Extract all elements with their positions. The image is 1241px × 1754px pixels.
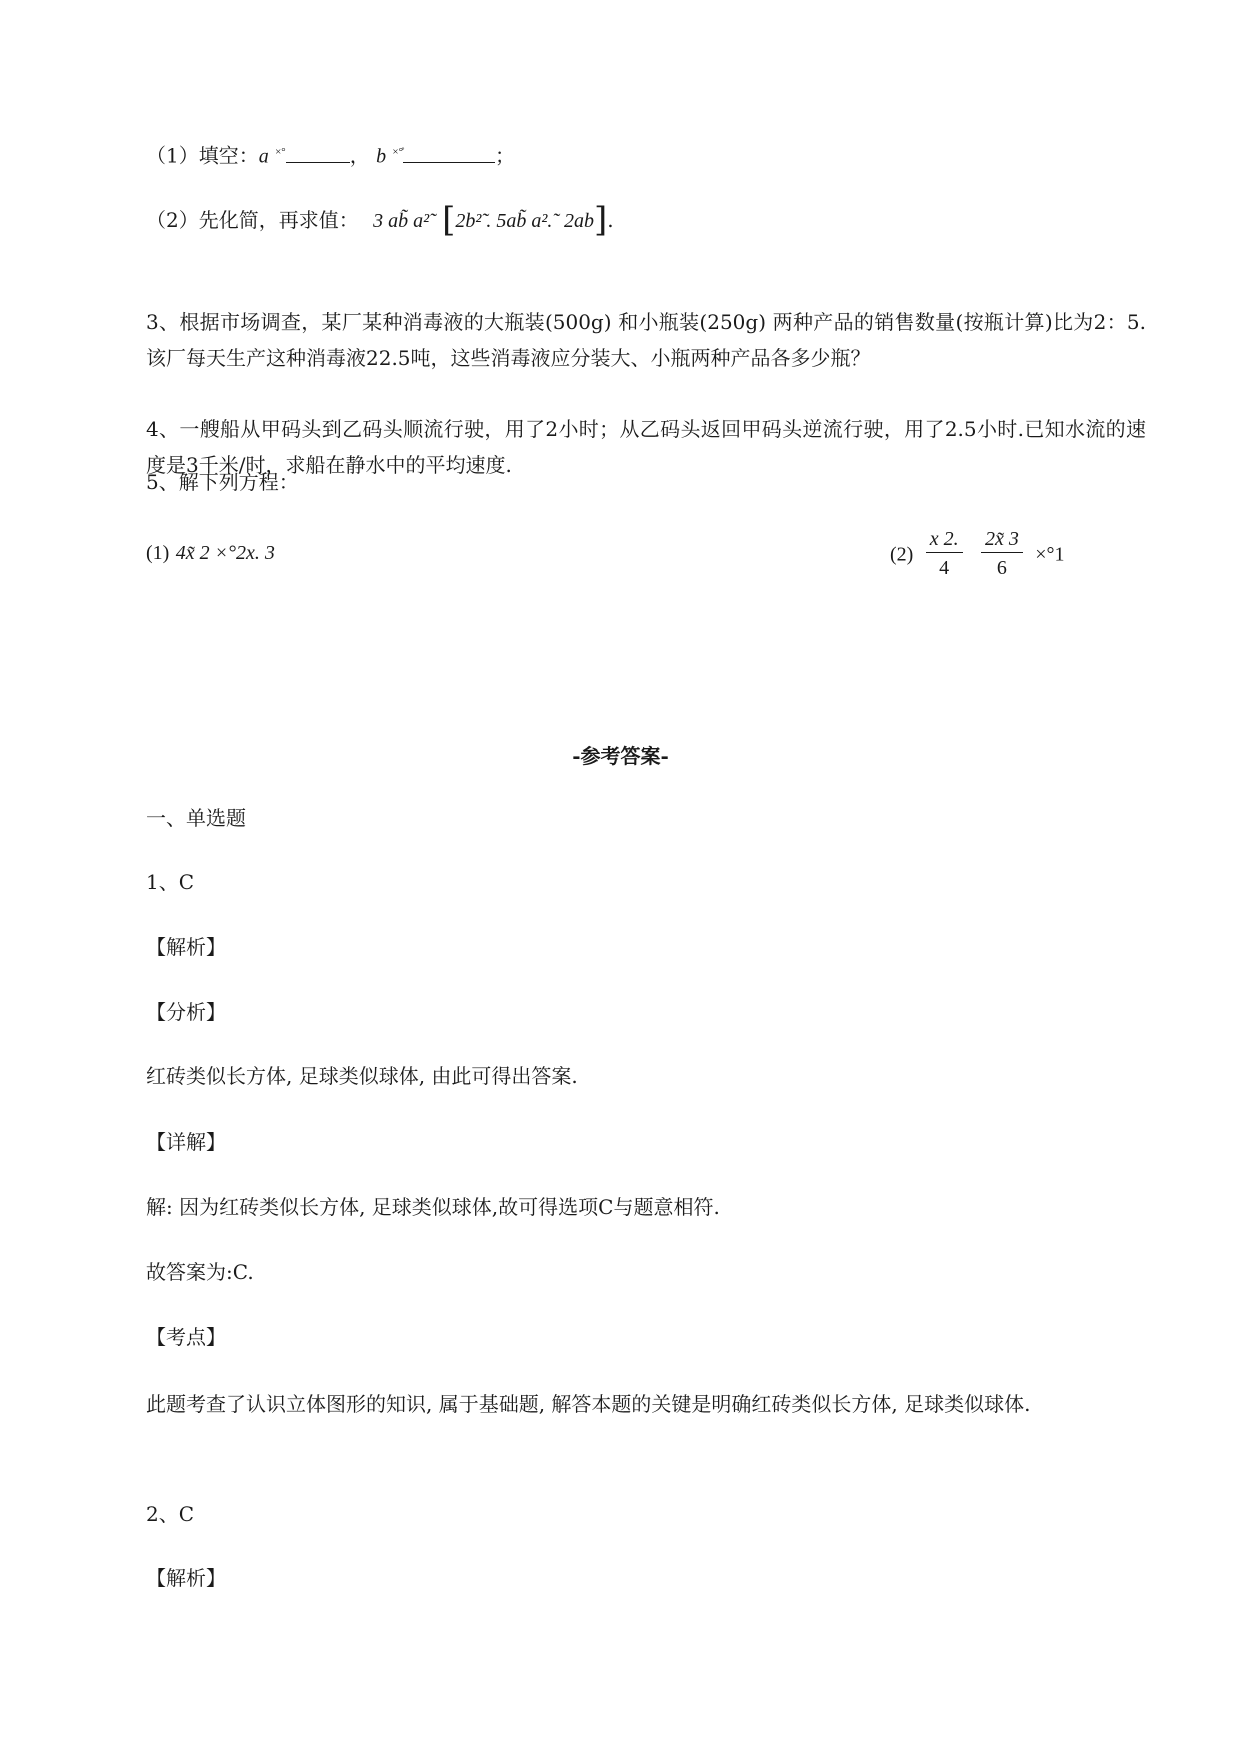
question-3: 3、根据市场调查，某厂某种消毒液的大瓶装(500g) 和小瓶装(250g) 两种产品的销售数量(按瓶计算)比为2：5. 该厂每天生产这种消毒液22.5吨，这些消毒液应分装大、小瓶两种产品各多少瓶？: [146, 310, 1146, 370]
expr-part-b: 2b²̃ . 5ab̃ a².˜ 2ab: [455, 210, 595, 232]
right-bracket: ]: [594, 200, 608, 240]
answer-1-fenxi-text: 红砖类似长方体, 足球类似球体, 由此可得出答案.: [146, 1064, 578, 1088]
symbol-b: ×°̊: [392, 146, 404, 158]
var-b: b: [376, 145, 387, 168]
fraction-1-numerator: x 2.: [926, 526, 963, 553]
blank-a: [286, 144, 350, 163]
equation-1-expr: 4x̃ 2 ×°2x. 3: [175, 542, 275, 564]
fraction-2: [981, 526, 1023, 583]
answer-1-kaodian-text: 此题考查了认识立体图形的知识, 属于基础题, 解答本题的关键是明确红砖类似长方体, 足球类似球体.: [146, 1392, 1031, 1416]
answer-1-xiangjie-text: 解: 因为红砖类似长方体, 足球类似球体,故可得选项C与题意相符.: [146, 1195, 720, 1219]
blank-b: [403, 144, 495, 163]
fraction-1-denominator: 4: [939, 557, 950, 579]
q2-part1: [146, 140, 515, 169]
end-mark: ；: [495, 143, 516, 168]
q2-part1-label: （1）填空：: [146, 143, 259, 168]
q2-part2-label: （2）先化简，再求值：: [146, 208, 359, 232]
answer-2-number: 2、C: [146, 1502, 195, 1526]
fraction-2-numerator: 2x̃ 3: [981, 526, 1023, 553]
equation-2: [890, 526, 1064, 583]
fraction-2-denominator: 6: [996, 557, 1007, 579]
question-5-title: 5、解下列方程：: [146, 470, 299, 494]
symbol-a: ×°: [275, 146, 286, 158]
equation-1: [146, 540, 275, 565]
answer-1-number: 1、C: [146, 870, 195, 894]
q2-part2: [146, 200, 614, 240]
answer-heading: -参考答案-: [572, 744, 669, 768]
answer-1-fenxi-tag: 【分析】: [146, 1000, 226, 1024]
equation-1-label: (1): [146, 542, 170, 564]
var-a: a: [258, 145, 269, 168]
expr-part-a: 3 ab̃ a²˜: [373, 210, 436, 232]
answer-1-xiangjie-tag: 【详解】: [146, 1130, 226, 1154]
separator: ，: [349, 143, 370, 168]
answer-2-jiexi-tag: 【解析】: [146, 1566, 226, 1590]
left-bracket: [: [442, 200, 456, 240]
answer-1-jiexi-tag: 【解析】: [146, 935, 226, 959]
end-dot: .: [607, 208, 614, 232]
equation-2-rhs: ×°1: [1035, 543, 1065, 566]
answer-1-final: 故答案为:C.: [146, 1260, 254, 1284]
section-title: 一、单选题: [146, 806, 246, 830]
answer-1-kaodian-tag: 【考点】: [146, 1325, 226, 1349]
equation-2-label: (2): [890, 543, 914, 566]
question-4: 4、一艘船从甲码头到乙码头顺流行驶，用了2小时；从乙码头返回甲码头逆流行驶，用了2.5小时.已知水流的速度是3千米/时，求船在静水中的平均速度.: [146, 417, 1146, 477]
fraction-1: [926, 526, 963, 583]
